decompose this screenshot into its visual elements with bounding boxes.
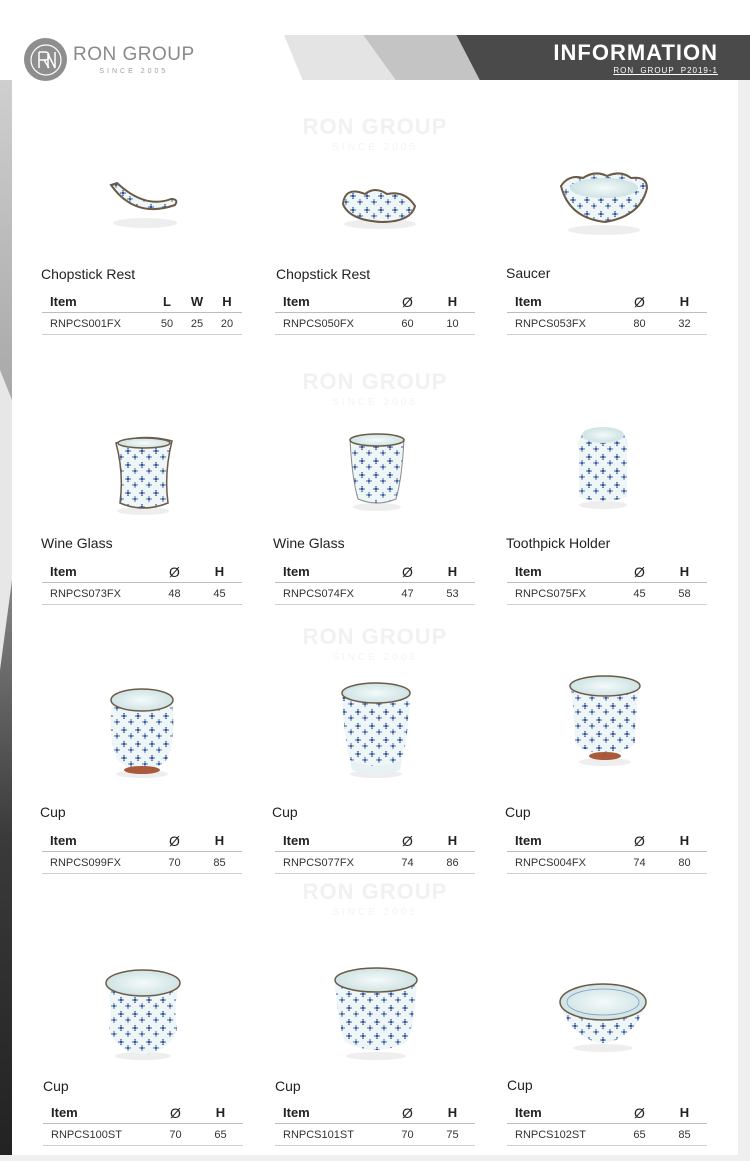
table-cell: RNPCS077FX [283,856,354,869]
logo-since: SINCE 2005 [99,67,169,75]
spec-table [507,1102,707,1146]
watermark-name: RON GROUP [302,879,448,904]
saucer-image [555,168,653,238]
table-cell: RNPCS004FX [515,856,586,869]
table-cell: 85 [678,1128,691,1141]
cup-image [331,962,421,1062]
table-cell: 74 [633,856,646,869]
table-header-cell: Item [283,564,310,579]
table-header-cell: H [679,1105,690,1120]
spec-table [275,291,475,335]
table-cell: RNPCS001FX [50,317,121,330]
table-row [275,313,475,335]
table-row [275,1124,475,1146]
table-header-row [275,291,475,313]
table-row [507,852,707,874]
table-header-cell: Ø [634,293,645,310]
table-header-cell: Ø [402,563,413,580]
table-cell: RNPCS101ST [283,1128,354,1141]
product-name: Chopstick Rest [276,266,371,282]
table-cell: 85 [213,856,226,869]
table-cell: RNPCS074FX [283,587,354,600]
product-name: Wine Glass [41,535,113,551]
table-header-cell: W [190,294,204,309]
table-header-cell: H [679,294,690,309]
table-header-cell: H [447,564,458,579]
product-name: Cup [272,804,298,820]
product-name: Chopstick Rest [41,266,136,282]
table-header-cell: Ø [169,563,180,580]
table-header-row [507,1102,707,1124]
table-cell: 47 [401,587,414,600]
table-header-row [507,561,707,583]
cup-image [103,968,183,1062]
table-cell: 32 [678,317,691,330]
table-header-row [275,561,475,583]
table-cell: 86 [446,856,459,869]
table-header-row [275,1102,475,1124]
watermark-since: SINCE 2005 [332,142,418,153]
table-header-cell: H [679,833,690,848]
table-cell: 65 [633,1128,646,1141]
table-cell: 50 [160,317,174,330]
logo-emblem-icon [24,38,67,81]
bottom-shade [0,1155,750,1161]
table-cell: 60 [401,317,414,330]
spec-table [275,830,475,874]
table-header-cell: Ø [169,832,180,849]
table-header-row [42,830,242,852]
table-row [42,852,242,874]
spec-table [42,561,242,605]
table-header-cell: Item [50,564,77,579]
table-header-cell: Item [51,1105,78,1120]
table-row [43,1124,243,1146]
wine-glass-image [110,433,176,519]
product-name: Cup [43,1078,69,1094]
watermark [0,624,750,663]
table-header-cell: Ø [402,293,413,310]
table-cell: 70 [168,856,181,869]
table-cell: 58 [678,587,691,600]
cup-image [340,680,412,780]
table-cell: RNPCS102ST [515,1128,586,1141]
table-header-row [507,830,707,852]
product-name: Toothpick Holder [506,535,611,551]
table-cell: 70 [401,1128,414,1141]
table-header-cell: Ø [634,563,645,580]
watermark-name: RON GROUP [302,624,448,649]
table-header-cell: Item [283,833,310,848]
spec-table [42,291,242,335]
table-cell: 65 [214,1128,227,1141]
table-header-row [43,1102,243,1124]
table-cell: 80 [678,856,691,869]
table-header-cell: H [222,294,232,309]
wine-glass-image [344,429,410,515]
table-row [42,583,242,605]
table-header-cell: Item [515,294,542,309]
table-row [507,1124,707,1146]
table-cell: 53 [446,587,459,600]
watermark [0,114,750,153]
table-header-cell: H [447,1105,458,1120]
table-header-cell: Item [283,1105,310,1120]
logo-name: RON GROUP [73,43,195,65]
cup-image [557,980,649,1054]
watermark [0,879,750,918]
chopstick-rest-image [335,178,425,233]
table-header-cell: Item [515,564,542,579]
watermark-since: SINCE 2005 [332,907,418,918]
table-header-cell: H [447,833,458,848]
table-header-row [42,291,242,313]
watermark-name: RON GROUP [302,369,448,394]
table-header-cell: Ø [402,832,413,849]
product-name: Saucer [506,265,551,281]
table-header-cell: H [214,564,225,579]
info-header-banner [284,35,750,80]
table-cell: 80 [633,317,646,330]
table-cell: 20 [220,317,234,330]
table-cell: RNPCS075FX [515,587,586,600]
cup-image [106,684,178,780]
product-name: Wine Glass [273,535,345,551]
product-name: Cup [40,804,66,820]
table-header-cell: H [679,564,690,579]
table-header-cell: H [447,294,458,309]
table-cell: 45 [213,587,226,600]
spec-table [507,561,707,605]
table-header-cell: Ø [634,832,645,849]
page-title: INFORMATION [553,40,718,65]
spec-table [275,1102,475,1146]
table-row [507,583,707,605]
product-name: Cup [275,1078,301,1094]
table-row [42,313,242,335]
table-cell: 75 [446,1128,459,1141]
table-header-row [275,830,475,852]
table-cell: 74 [401,856,414,869]
watermark-since: SINCE 2005 [332,397,418,408]
spec-table [507,291,707,335]
table-cell: 25 [190,317,204,330]
spec-table [43,1102,243,1146]
table-cell: RNPCS100ST [51,1128,122,1141]
table-header-cell: Item [515,833,542,848]
table-cell: 48 [168,587,181,600]
table-header-cell: H [214,833,225,848]
table-row [507,313,707,335]
table-header-cell: Ø [170,1104,181,1121]
right-side-strip [738,80,750,1161]
product-name: Cup [505,804,531,820]
chopstick-rest-image [105,175,185,230]
page-code: RON GROUP P2019-1 [613,66,718,75]
table-header-row [507,291,707,313]
table-cell: 10 [446,317,459,330]
company-logo [24,38,195,81]
cup-image [567,674,643,770]
table-cell: 45 [633,587,646,600]
table-cell: RNPCS099FX [50,856,121,869]
table-header-cell: Item [515,1105,542,1120]
watermark-name: RON GROUP [302,114,448,139]
table-cell: RNPCS073FX [50,587,121,600]
toothpick-holder-image [571,425,635,513]
table-cell: RNPCS053FX [515,317,586,330]
table-header-cell: Item [50,833,77,848]
table-row [275,852,475,874]
watermark-since: SINCE 2005 [332,652,418,663]
table-cell: RNPCS050FX [283,317,354,330]
product-name: Cup [507,1077,533,1093]
spec-table [507,830,707,874]
table-row [275,583,475,605]
table-header-row [42,561,242,583]
spec-table [275,561,475,605]
table-header-cell: L [163,294,171,309]
table-header-cell: Ø [634,1104,645,1121]
header-item: Item [50,294,77,309]
table-header-cell: Ø [402,1104,413,1121]
table-cell: 70 [169,1128,182,1141]
table-header-cell: H [215,1105,226,1120]
watermark [0,369,750,408]
spec-table [42,830,242,874]
table-header-cell: Item [283,294,310,309]
